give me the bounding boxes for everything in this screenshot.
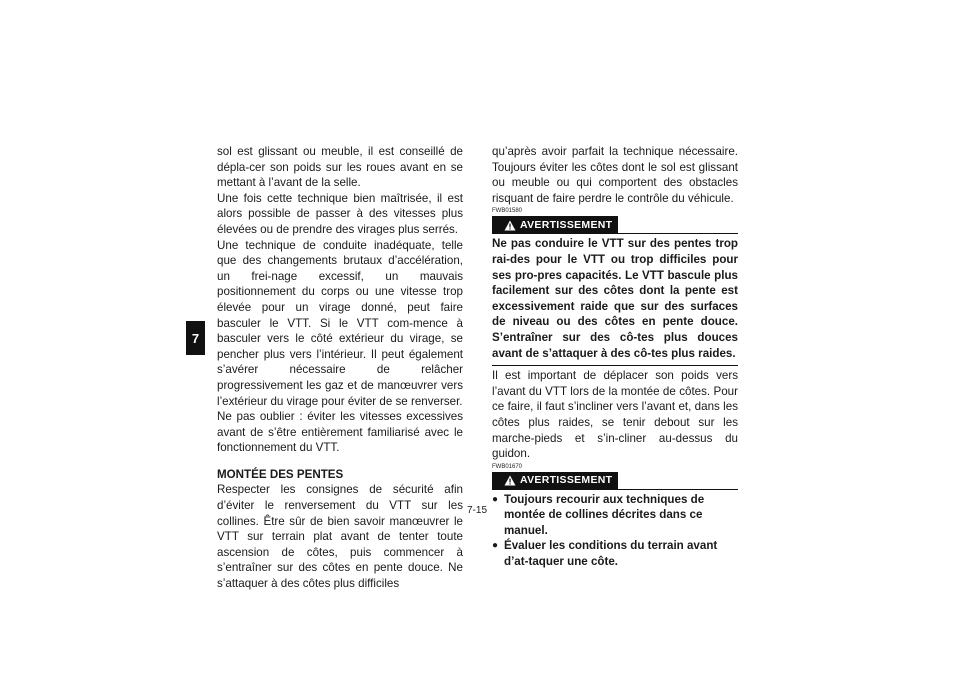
warning-triangle-icon (504, 220, 516, 231)
page-number: 7-15 (467, 505, 488, 516)
warning-label: AVERTISSEMENT (520, 473, 613, 486)
right-column (492, 144, 738, 570)
warning-badge (492, 216, 618, 234)
warning-badge (492, 472, 618, 490)
warning-end-rule (492, 365, 738, 366)
paragraph: qu’après avoir parfait la technique nécessaire. Toujours éviter les côtes dont le sol est glissant ou meuble ou qui comportent des obstacles risquant de faire perdre le contrôle du véhicule. (492, 145, 738, 205)
bullet-dot-icon: ● (492, 493, 499, 505)
warning-text: Ne pas conduire le VTT sur des pentes trop rai-des pour le VTT ou trop difficiles pour ses pro-pres capacités. Le VTT bascule plus facilement sur des côtes dont la pente est excessivement raide que sur des surfaces de niveau ou des côtes en pente douce. S’entraîner sur des cô-tes plus douces avant de s’attaquer à des cô-tes plus raides. (492, 237, 738, 360)
bullet-text: Toujours recourir aux techniques de montée de collines décrites dans ce manuel. (504, 492, 705, 537)
paragraph: Il est important de déplacer son poids vers l’avant du VTT lors de la montée de côtes. Pour ce faire, il faut s’incliner vers l’avant et, dans les côtes plus raides, se tenir debout sur les marche-pieds et s’in-cliner au-dessus du guidon. (492, 369, 738, 461)
warning-code: FWB01670 (492, 463, 523, 470)
warning-code: FWB01580 (492, 208, 523, 215)
warning-rule (618, 489, 738, 490)
left-column (217, 144, 463, 592)
bullet-text: Évaluer les conditions du terrain avant d’at-taquer une côte. (504, 539, 718, 569)
paragraph: Respecter les consignes de sécurité afin d’éviter le renversement du VTT sur les collines. Être sûr de bien savoir manœuvrer le VTT sur terrain plat avant de tenter toute ascension de côtes, puis commencer à s’entraîner sur des côtes en pente douce. Ne s’attaquer à des côtes plus difficiles (217, 483, 463, 591)
warning-bullet (492, 492, 738, 539)
chapter-tab: 7 (186, 321, 205, 355)
warning-label: AVERTISSEMENT (520, 218, 613, 231)
warning-bullet (492, 538, 738, 569)
paragraph: Une technique de conduite inadéquate, telle que des changements brutaux d’accélération, un frei-nage excessif, un mauvais positionnement du corps ou une vitesse trop élevée pour un virage donné, peut faire basculer le VTT. Si le VTT com-mence à basculer vers le côté extérieur du virage, se pencher plus vers l’intérieur. Il peut également s’avérer nécessaire de relâcher progressivement les gaz et de manœuvrer vers l’extérieur du virage pour éviter de se renverser. (217, 238, 463, 408)
paragraph: Ne pas oublier : éviter les vitesses excessives avant de s’être entièrement familiarisé avec le fonctionnement du VTT. (217, 410, 463, 455)
bullet-dot-icon: ● (492, 540, 499, 552)
section-heading: MONTÉE DES PENTES (217, 467, 344, 481)
warning-triangle-icon (504, 475, 516, 486)
warning-header (492, 472, 738, 490)
warning-rule (618, 233, 738, 234)
paragraph: sol est glissant ou meuble, il est conseillé de dépla-cer son poids sur les roues avant en se mettant à l’avant de la selle. (217, 145, 463, 190)
paragraph: Une fois cette technique bien maîtrisée, il est alors possible de passer à des vitesses plus élevées ou de prendre des virages plus serrés. (217, 191, 463, 236)
warning-header (492, 216, 738, 234)
